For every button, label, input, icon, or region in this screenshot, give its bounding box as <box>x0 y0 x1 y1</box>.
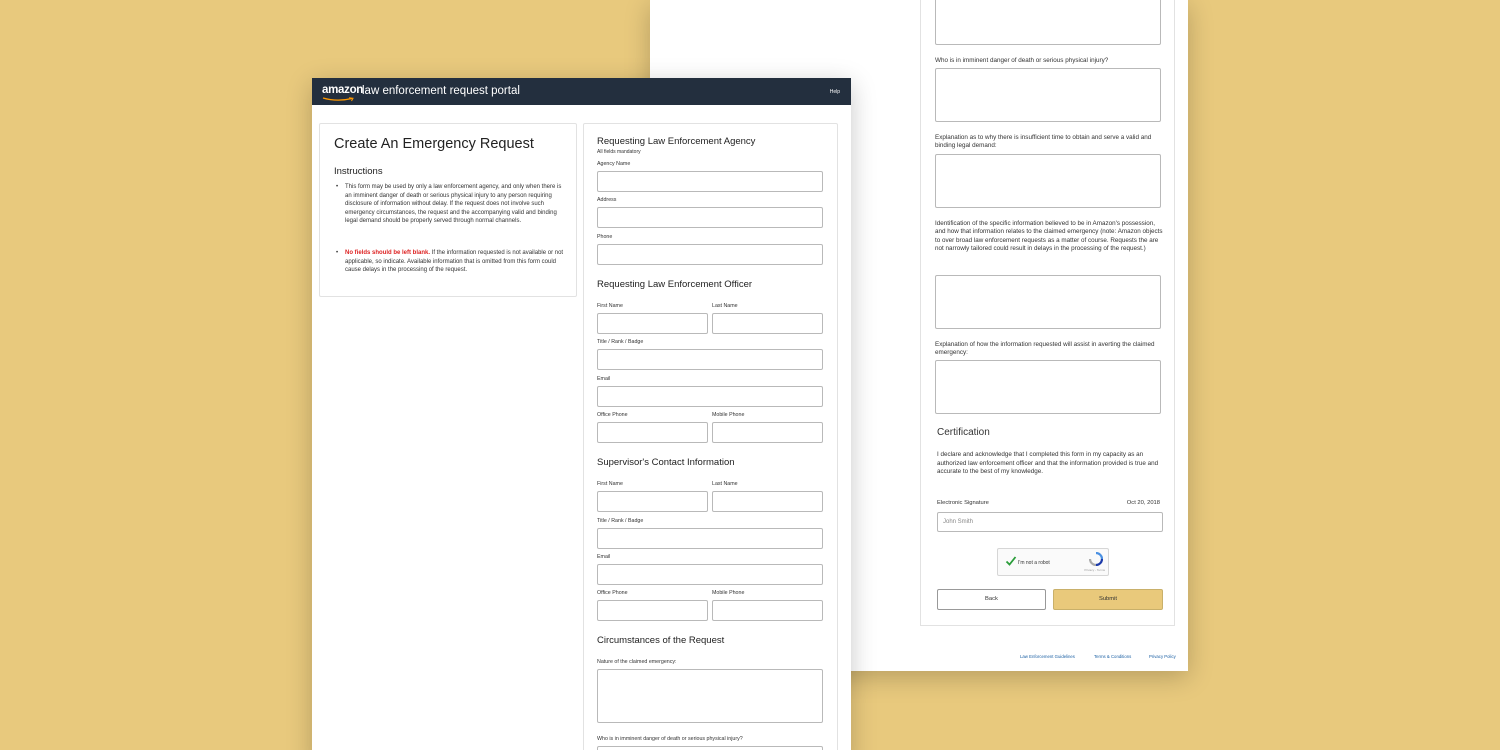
back-form-card <box>920 0 1175 626</box>
assist-textarea[interactable] <box>935 360 1161 414</box>
bullet-icon: • <box>336 250 339 256</box>
nature-label: Nature of the claimed emergency: <box>597 659 677 665</box>
footer-link-privacy[interactable]: Privacy Policy <box>1149 654 1176 659</box>
front-page <box>312 78 851 750</box>
supervisor-email-label: Email <box>597 554 611 560</box>
signature-label: Electronic Signature <box>937 500 989 506</box>
supervisor-last-name-label: Last Name <box>712 481 738 487</box>
insufficient-time-textarea[interactable] <box>935 154 1161 208</box>
supervisor-mobile-phone-input[interactable] <box>712 600 823 621</box>
portal-title: law enforcement request portal <box>362 85 520 97</box>
submit-button[interactable]: Submit <box>1053 589 1163 610</box>
officer-office-phone-input[interactable] <box>597 422 708 443</box>
officer-mobile-phone-input[interactable] <box>712 422 823 443</box>
address-label: Address <box>597 197 617 203</box>
danger-textarea[interactable] <box>935 68 1161 122</box>
request-form-card <box>583 123 838 750</box>
circumstances-section-title: Circumstances of the Request <box>597 635 725 646</box>
officer-office-phone-label: Office Phone <box>597 412 628 418</box>
agency-name-input[interactable] <box>597 171 823 192</box>
help-link[interactable]: Help <box>829 89 840 95</box>
instruction-bullet-2-text: If the information requested is not available or not applicable, so indicate. Available information that is omitted from this form could cause delays in the processing of the request. <box>345 250 564 273</box>
all-fields-mandatory-note: All fields mandatory <box>597 149 641 155</box>
identification-label: Identification of the specific information believed to be in Amazon's possession, and how that information relates to the claimed emergency (note: Amazon objects to over broad law enforcement requests as a matter of course. Requests the are not narrowly tailored could result in delays in the processing of the request.) <box>935 220 1163 253</box>
officer-last-name-label: Last Name <box>712 303 738 309</box>
footer-link-guidelines[interactable]: Law Enforcement Guidelines <box>1020 654 1075 659</box>
front-danger-textarea[interactable] <box>597 746 823 750</box>
supervisor-title-input[interactable] <box>597 528 823 549</box>
page-title: Create An Emergency Request <box>334 136 534 152</box>
insufficient-time-label: Explanation as to why there is insufficient time to obtain and serve a valid and binding legal demand: <box>935 134 1152 150</box>
back-button[interactable]: Back <box>937 589 1046 610</box>
officer-email-input[interactable] <box>597 386 823 407</box>
signature-input[interactable]: John Smith <box>937 512 1163 532</box>
nature-textarea-continued[interactable] <box>935 0 1161 45</box>
officer-mobile-phone-label: Mobile Phone <box>712 412 745 418</box>
assist-label: Explanation of how the information requested will assist in averting the claimed emergency: <box>935 341 1155 357</box>
amazon-smile-icon <box>322 97 356 102</box>
supervisor-office-phone-label: Office Phone <box>597 590 628 596</box>
signature-date: Oct 20, 2018 <box>1126 500 1160 506</box>
officer-title-label: Title / Rank / Badge <box>597 339 644 345</box>
supervisor-email-input[interactable] <box>597 564 823 585</box>
supervisor-last-name-input[interactable] <box>712 491 823 512</box>
supervisor-mobile-phone-label: Mobile Phone <box>712 590 745 596</box>
address-input[interactable] <box>597 207 823 228</box>
recaptcha-widget[interactable] <box>997 548 1109 576</box>
recaptcha-logo-icon <box>1089 552 1103 566</box>
officer-email-label: Email <box>597 376 611 382</box>
officer-first-name-input[interactable] <box>597 313 708 334</box>
footer-link-terms[interactable]: Terms & Conditions <box>1094 654 1132 659</box>
officer-title-input[interactable] <box>597 349 823 370</box>
agency-name-label: Agency Name <box>597 161 631 167</box>
instructions-card <box>319 123 577 297</box>
nature-textarea[interactable] <box>597 669 823 723</box>
amazon-logo[interactable]: amazon <box>322 84 364 96</box>
supervisor-first-name-input[interactable] <box>597 491 708 512</box>
top-navigation-bar <box>312 78 851 105</box>
officer-first-name-label: First Name <box>597 303 623 309</box>
supervisor-first-name-label: First Name <box>597 481 623 487</box>
captcha-fine-print: Privacy - Terms <box>1084 568 1105 572</box>
checkmark-icon[interactable] <box>1005 555 1017 567</box>
bullet-icon: • <box>336 184 339 190</box>
supervisor-section-title: Supervisor's Contact Information <box>597 457 735 468</box>
front-danger-label: Who is in imminent danger of death or serious physical injury? <box>597 736 743 742</box>
agency-section-title: Requesting Law Enforcement Agency <box>597 136 756 147</box>
certification-title: Certification <box>937 427 990 438</box>
certification-text: I declare and acknowledge that I completed this form in my capacity as an authorized law enforcement officer and that the information provided is true and accurate to the best of my knowledge. <box>937 451 1159 475</box>
no-blank-warning: No fields should be left blank. <box>345 250 431 256</box>
agency-phone-input[interactable] <box>597 244 823 265</box>
identification-textarea[interactable] <box>935 275 1161 329</box>
captcha-label: I'm not a robot <box>1018 560 1050 566</box>
danger-label: Who is in imminent danger of death or serious physical injury? <box>935 57 1109 64</box>
agency-phone-label: Phone <box>597 234 613 240</box>
officer-last-name-input[interactable] <box>712 313 823 334</box>
instruction-bullet-1: This form may be used by only a law enforcement agency, and only when there is an imminent danger of death or serious physical injury to any person requiring disclosure of information without delay. If the request does not involve such emergency circumstances, the request and the accompanying valid and binding legal demand should be properly served through normal channels. <box>345 184 562 224</box>
supervisor-title-label: Title / Rank / Badge <box>597 518 644 524</box>
supervisor-office-phone-input[interactable] <box>597 600 708 621</box>
officer-section-title: Requesting Law Enforcement Officer <box>597 279 753 290</box>
instruction-bullet-2 <box>345 249 565 275</box>
instructions-heading: Instructions <box>334 166 383 177</box>
